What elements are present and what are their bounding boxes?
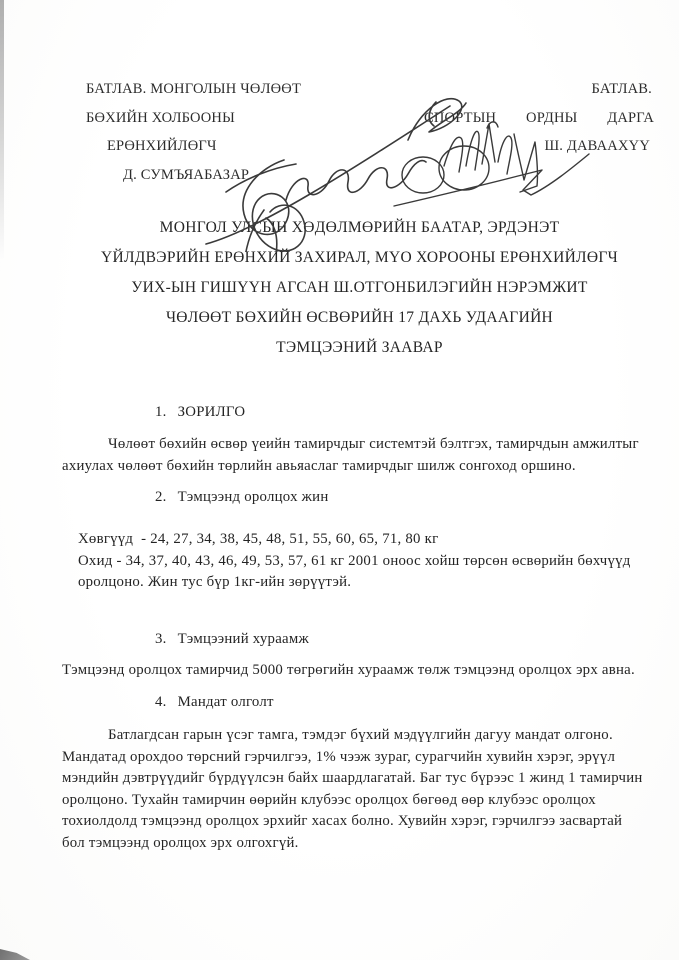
girls-weights-line: Охид - 34, 37, 40, 43, 46, 49, 53, 57, 61 кг 2001 оноос хойш төрсөн өсвөрийн бөхчүүд — [78, 552, 631, 569]
paragraph-line: бол тэмцээнд оролцох эрх олгохгүй. — [62, 834, 299, 851]
approval-right-line-1: БАТЛАВ. — [591, 81, 652, 97]
signature-right-icon — [392, 118, 592, 213]
section-3-paragraph — [62, 660, 659, 682]
paragraph-line: Тэмцээнд оролцох тамирчид 5000 төгрөгийн хураамж төлж тэмцээнд оролцох эрх авна. — [62, 662, 635, 678]
section-1-paragraph — [62, 434, 659, 477]
paragraph-line: оролцоно. Тухайн тамирчин өөрийн клубээс оролцох бөгөөд өөр клубээс оролцох — [62, 791, 596, 808]
section-3-heading-text: Тэмцээний хураамж — [177, 631, 309, 647]
paragraph-line: Мандатад орохдоо төрсний гэрчилгээ, 1% чээж зураг, сурагчийн хувийн хэрэг, эрүүл — [62, 748, 616, 765]
paragraph-line: Батлагдсан гарын үсэг тамга, тэмдэг бүхий мэдүүлгийн дагуу мандат олгоно. — [108, 727, 613, 743]
scan-corner-artifact — [0, 947, 30, 960]
section-1-number: 1. — [155, 404, 167, 420]
paragraph-line: ахиулах чөлөөт бөхийн төрлийн авьяаслаг тамирчдыг шилж сонгоход оршино. — [62, 457, 576, 474]
section-2-paragraph — [78, 529, 659, 594]
approval-left-line-1: БАТЛАВ. МОНГОЛЫН ЧӨЛӨӨТ — [86, 81, 302, 97]
girls-weights-line: оролцоно. Жин тус бүр 1кг-ийн зөрүүтэй. — [78, 574, 352, 591]
section-2-number: 2. — [155, 489, 167, 505]
section-3-heading — [62, 629, 659, 651]
paragraph-line: Чөлөөт бөхийн өсвөр үеийн тамирчдыг системтэй бэлтгэх, тамирчдын амжилтыг — [108, 436, 639, 452]
title-line-5: ТЭМЦЭЭНИЙ ЗААВАР — [276, 339, 443, 356]
approval-left-signer-name: Д. СУМЪЯАБАЗАР — [123, 166, 250, 183]
scan-edge-artifact — [0, 0, 4, 260]
title-line-3: УИХ-ЫН ГИШҮҮН АГСАН Ш.ОТГОНБИЛЭГИЙН НЭРЭМЖИТ — [131, 279, 588, 296]
approval-left-line-2: БӨХИЙН ХОЛБООНЫ — [86, 109, 235, 126]
approval-right-signer-name: Ш. ДАВААХҮҮ — [544, 138, 650, 154]
section-4-heading-text: Мандат олголт — [177, 694, 274, 710]
section-4-heading — [62, 692, 659, 714]
title-line-4: ЧӨЛӨӨТ БӨХИЙН ӨСВӨРИЙН 17 ДАХЬ УДААГИЙН — [165, 309, 554, 326]
paragraph-line: мэндийн дэвтрүүдийг бүрдүүлсэн байх шаардлагатай. Баг тус бүрээс 1 жинд 1 тамирчин — [62, 770, 643, 787]
section-2-heading — [62, 487, 659, 509]
section-4-paragraph — [62, 725, 659, 855]
section-1-heading — [62, 402, 659, 424]
boys-weights-line: Хөвгүүд - 24, 27, 34, 38, 45, 48, 51, 55, 60, 65, 71, 80 кг — [78, 531, 439, 547]
section-4-number: 4. — [155, 694, 167, 710]
section-3-number: 3. — [155, 631, 167, 647]
title-line-2: ҮЙЛДВЭРИЙН ЕРӨНХИЙ ЗАХИРАЛ, МҮО ХОРООНЫ ЕРӨНХИЙЛӨГЧ — [100, 249, 618, 266]
section-1-heading-text: ЗОРИЛГО — [177, 404, 246, 420]
title-line-1: МОНГОЛ УЛСЫН ХӨДӨЛМӨРИЙН БААТАР, ЭРДЭНЭТ — [159, 219, 560, 236]
paragraph-line: тохиолдолд тэмцээнд оролцох эрхийг хасах болно. Хувийн хэрэг, гэрчилгээ засвартай — [62, 813, 623, 830]
approval-left-line-3: ЕРӨНХИЙЛӨГЧ — [107, 138, 217, 154]
section-2-heading-text: Тэмцээнд оролцох жин — [177, 489, 329, 505]
approval-right-line-2: СПОРТЫН ОРДНЫ ДАРГА — [424, 109, 654, 126]
